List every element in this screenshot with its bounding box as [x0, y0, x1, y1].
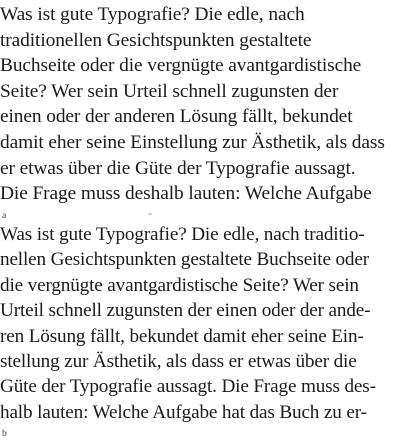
passage-a-line: Die Frage muss deshalb lauten: Welche Aufgabe	[0, 183, 372, 205]
passage-b-line: halb lauten: Welche Aufgabe hat das Buch zu er-	[0, 401, 367, 423]
passage-b-line: die vergnügte avantgardistische Seite? Wer sein	[0, 274, 359, 296]
passage-a-line: traditionellen Gesichtspunkten gestaltete	[0, 29, 312, 51]
passage-b-line: stellung zur Ästhetik, als dass er etwas über die	[0, 350, 357, 372]
passage-b-line: Urteil schnell zugunsten der einen oder der ande-	[0, 300, 371, 322]
scan-speck	[148, 213, 152, 215]
passage-b-line: Was ist gute Typografie? Die edle, nach traditio-	[0, 224, 365, 245]
passage-b-caption: b	[2, 429, 7, 440]
passage-b-line: Güte der Typografie aussagt. Die Frage muss des-	[0, 376, 376, 398]
passage-b-line: nellen Gesichtspunkten gestaltete Buchseite oder	[0, 249, 369, 271]
passage-a-line: Seite? Wer sein Urteil schnell zugunsten der	[0, 80, 339, 102]
text-passage-a	[0, 2, 385, 223]
text-passage-b	[0, 222, 376, 441]
passage-a-line: Was ist gute Typografie? Die edle, nach	[0, 4, 305, 25]
passage-a-line: einen oder der anderen Lösung fällt, bekundet	[0, 106, 353, 128]
passage-a-line: damit eher seine Einstellung zur Ästhetik, als dass	[0, 131, 385, 153]
passage-a-caption: a	[2, 210, 7, 221]
passage-b-line: ren Lösung fällt, bekundet damit eher seine Ein-	[0, 325, 364, 347]
passage-a-line: er etwas über die Güte der Typografie aussagt.	[0, 157, 356, 179]
passage-a-line: Buchseite oder die vergnügte avantgardistische	[0, 55, 362, 77]
